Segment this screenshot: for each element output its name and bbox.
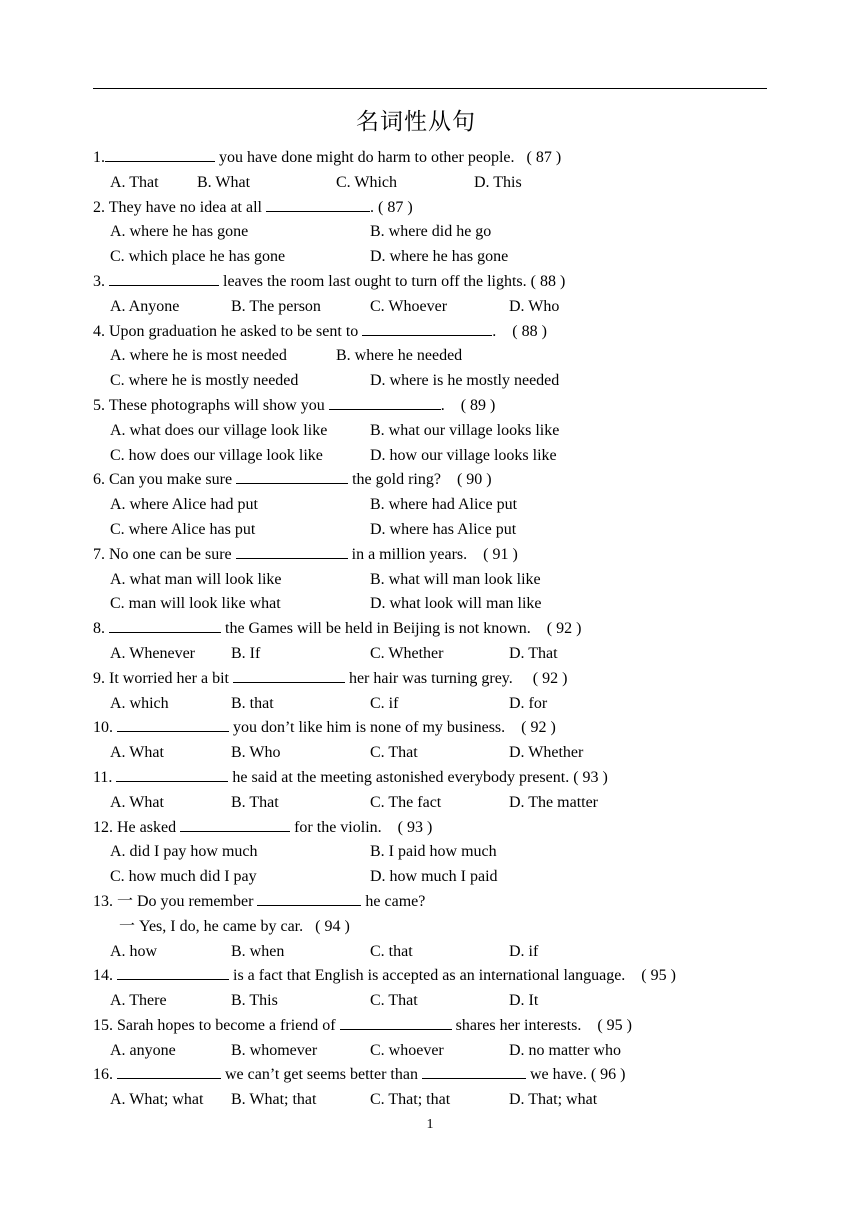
- question-13: [93, 890, 793, 915]
- source-tag: ( 94 ): [315, 917, 350, 935]
- option-c: C. Whoever: [370, 297, 448, 315]
- answer-blank: [236, 543, 348, 559]
- question-text: 2. They have no idea at all: [93, 198, 262, 216]
- option-d: D. It: [509, 992, 539, 1010]
- option-d: D. how much I paid: [370, 868, 498, 886]
- question-8: [93, 617, 793, 642]
- question-4: [93, 320, 793, 345]
- question-text: .: [492, 322, 497, 340]
- option-c: C. The fact: [370, 793, 442, 811]
- answer-blank: [116, 766, 228, 782]
- question-text: 11.: [93, 768, 113, 786]
- options-5: [93, 419, 793, 444]
- answer-blank: [266, 196, 370, 212]
- question-text: 14.: [93, 967, 113, 985]
- option-b: B. This: [231, 992, 278, 1010]
- source-tag: ( 95 ): [597, 1016, 632, 1034]
- options-7: [93, 568, 793, 593]
- source-tag: ( 87 ): [377, 198, 413, 216]
- question-text: 5. These photographs will show you: [93, 396, 325, 414]
- source-tag: ( 92 ): [532, 669, 568, 687]
- option-c: C. that: [370, 942, 413, 960]
- option-d: D. where is he mostly needed: [370, 372, 560, 390]
- page-number: 1: [426, 1117, 434, 1132]
- source-tag: ( 93 ): [573, 768, 608, 786]
- option-a: A. What: [110, 793, 164, 811]
- options-6: [93, 493, 793, 518]
- option-b: B. that: [231, 694, 274, 712]
- option-a: A. what does our village look like: [110, 421, 328, 439]
- option-a: A. There: [110, 992, 167, 1010]
- question-6: [93, 468, 793, 493]
- option-a: A. where he is most needed: [110, 347, 287, 365]
- option-d: D. where he has gone: [370, 248, 509, 266]
- option-b: B. whomever: [231, 1041, 318, 1059]
- source-tag: ( 91 ): [483, 545, 518, 563]
- options-1: [93, 171, 793, 196]
- question-16: [93, 1063, 793, 1088]
- question-text: 1.: [93, 149, 105, 166]
- options-2b: [93, 245, 793, 270]
- options-11: [93, 791, 793, 816]
- question-text: 9. It worried her a bit: [93, 669, 229, 687]
- source-tag: ( 92 ): [546, 620, 582, 638]
- options-15: [93, 1039, 793, 1064]
- options-9: [93, 692, 793, 717]
- source-tag: ( 88 ): [512, 322, 547, 340]
- options-16: [93, 1088, 793, 1113]
- option-c: C. how much did I pay: [110, 868, 257, 886]
- option-b: B. If: [231, 644, 261, 662]
- options-6b: [93, 518, 793, 543]
- question-text: he came?: [361, 892, 426, 910]
- option-d: D. for: [509, 694, 548, 712]
- page-title: 名词性从句: [356, 109, 476, 135]
- answer-blank: [117, 1063, 221, 1079]
- option-a: A. which: [110, 694, 169, 712]
- option-b: B. when: [231, 942, 285, 960]
- question-text: is a fact that English is accepted as an international language.: [229, 967, 626, 985]
- answer-blank: [362, 320, 492, 336]
- option-d: D. where has Alice put: [370, 520, 517, 538]
- option-c: C. where Alice has put: [110, 520, 256, 538]
- source-tag: ( 92 ): [521, 719, 556, 737]
- option-b: B. what our village looks like: [370, 421, 560, 439]
- question-text: 4. Upon graduation he asked to be sent to: [93, 322, 359, 340]
- option-c: C. if: [370, 694, 399, 712]
- question-7: [93, 543, 793, 568]
- answer-blank: [109, 617, 221, 633]
- question-text: shares her interests.: [451, 1016, 582, 1034]
- option-a: A. Anyone: [110, 297, 180, 315]
- question-text: in a million years.: [347, 545, 468, 563]
- options-12: [93, 840, 793, 865]
- options-12b: [93, 865, 793, 890]
- question-1: [93, 146, 793, 171]
- source-tag: ( 95 ): [641, 967, 676, 985]
- option-c: C. Which: [336, 173, 398, 191]
- question-text: we can’t get seems better than: [221, 1066, 418, 1084]
- question-text: 一 Yes, I do, he came by car.: [119, 917, 304, 935]
- option-d: D. Who: [509, 297, 560, 315]
- question-text: he said at the meeting astonished everybody present.: [228, 768, 570, 786]
- option-c: C. whoever: [370, 1041, 444, 1059]
- options-8: [93, 642, 793, 667]
- option-c: C. how does our village look like: [110, 446, 323, 464]
- question-3: [93, 270, 793, 295]
- question-text: 8.: [93, 620, 105, 638]
- answer-blank: [340, 1014, 452, 1030]
- option-d: D. Whether: [509, 744, 584, 762]
- option-a: A. where Alice had put: [110, 496, 258, 514]
- option-b: B. What; that: [231, 1091, 317, 1109]
- option-d: D. This: [474, 173, 522, 191]
- question-text: the Games will be held in Beijing is not known.: [221, 620, 531, 638]
- top-rule: [93, 88, 767, 89]
- option-a: A. That: [110, 173, 159, 191]
- answer-blank: [329, 394, 441, 410]
- source-tag: ( 96 ): [590, 1066, 626, 1084]
- option-b: B. Who: [231, 744, 281, 762]
- question-text: you don’t like him is none of my business.: [229, 719, 506, 737]
- option-c: C. man will look like what: [110, 595, 281, 613]
- options-2: [93, 220, 793, 245]
- option-a: A. What: [110, 744, 164, 762]
- options-5b: [93, 444, 793, 469]
- answer-blank: [180, 816, 290, 832]
- question-14: [93, 964, 793, 989]
- option-a: A. did I pay how much: [110, 843, 258, 861]
- question-text: for the violin.: [290, 818, 382, 836]
- option-c: C. which place he has gone: [110, 248, 286, 266]
- question-2: [93, 196, 793, 221]
- question-text: 3.: [93, 272, 105, 290]
- question-text: 7. No one can be sure: [93, 545, 232, 563]
- question-12: [93, 816, 793, 841]
- question-text: .: [440, 396, 445, 414]
- options-13: [93, 940, 793, 965]
- option-b: B. The person: [231, 297, 321, 315]
- option-d: D. The matter: [509, 793, 599, 811]
- option-b: B. I paid how much: [370, 843, 497, 861]
- option-a: A. Whenever: [110, 644, 195, 662]
- question-text: 6. Can you make sure: [93, 471, 233, 489]
- answer-blank: [233, 667, 345, 683]
- option-d: D. how our village looks like: [370, 446, 557, 464]
- option-d: D. what look will man like: [370, 595, 542, 613]
- options-4: [93, 344, 793, 369]
- option-a: A. where he has gone: [110, 223, 249, 241]
- option-a: A. what man will look like: [110, 570, 282, 588]
- question-text: 13. 一 Do you remember: [93, 892, 254, 910]
- question-text: her hair was turning grey.: [344, 669, 513, 687]
- option-b: B. where did he go: [370, 223, 492, 241]
- option-d: D. That: [509, 644, 558, 662]
- option-c: C. That: [370, 992, 418, 1010]
- option-b: B. where he needed: [336, 347, 463, 365]
- option-a: A. how: [110, 942, 158, 960]
- option-c: C. where he is mostly needed: [110, 372, 299, 390]
- source-tag: ( 93 ): [397, 818, 433, 836]
- option-d: D. no matter who: [509, 1041, 621, 1059]
- option-b: B. What: [197, 173, 251, 191]
- question-text: you have done might do harm to other people.: [215, 149, 515, 166]
- answer-blank: [109, 270, 219, 286]
- source-tag: ( 89 ): [460, 396, 496, 414]
- option-c: C. That: [370, 744, 418, 762]
- option-c: C. Whether: [370, 644, 444, 662]
- question-text: leaves the room last ought to turn off the lights.: [219, 272, 527, 290]
- question-text: we have.: [525, 1066, 587, 1084]
- question-text: 16.: [93, 1066, 113, 1084]
- option-b: B. what will man look like: [370, 570, 541, 588]
- question-text: .: [369, 198, 374, 216]
- source-tag: ( 87 ): [526, 149, 562, 166]
- source-tag: ( 90 ): [456, 471, 492, 489]
- answer-blank: [105, 146, 215, 162]
- question-text: 15. Sarah hopes to become a friend of: [93, 1016, 336, 1034]
- answer-blank: [236, 468, 348, 484]
- option-a: A. What; what: [110, 1091, 204, 1109]
- question-15: [93, 1014, 793, 1039]
- option-b: B. where had Alice put: [370, 496, 518, 514]
- question-9: [93, 667, 793, 692]
- question-5: [93, 394, 793, 419]
- answer-blank: [257, 890, 361, 906]
- options-10: [93, 741, 793, 766]
- options-3: [93, 295, 793, 320]
- option-b: B. That: [231, 793, 279, 811]
- source-tag: ( 88 ): [530, 272, 566, 290]
- options-7b: [93, 592, 793, 617]
- answer-blank: [117, 716, 229, 732]
- answer-blank: [117, 964, 229, 980]
- option-c: C. That; that: [370, 1091, 451, 1109]
- question-list: [93, 146, 793, 1113]
- options-14: [93, 989, 793, 1014]
- option-a: A. anyone: [110, 1041, 176, 1059]
- question-13-reply: [93, 915, 793, 940]
- question-text: the gold ring?: [348, 471, 441, 489]
- question-text: 10.: [93, 719, 113, 737]
- option-d: D. if: [509, 942, 539, 960]
- question-10: [93, 716, 793, 741]
- question-11: [93, 766, 793, 791]
- question-text: 12. He asked: [93, 818, 177, 836]
- options-4b: [93, 369, 793, 394]
- option-d: D. That; what: [509, 1091, 598, 1109]
- answer-blank: [422, 1063, 526, 1079]
